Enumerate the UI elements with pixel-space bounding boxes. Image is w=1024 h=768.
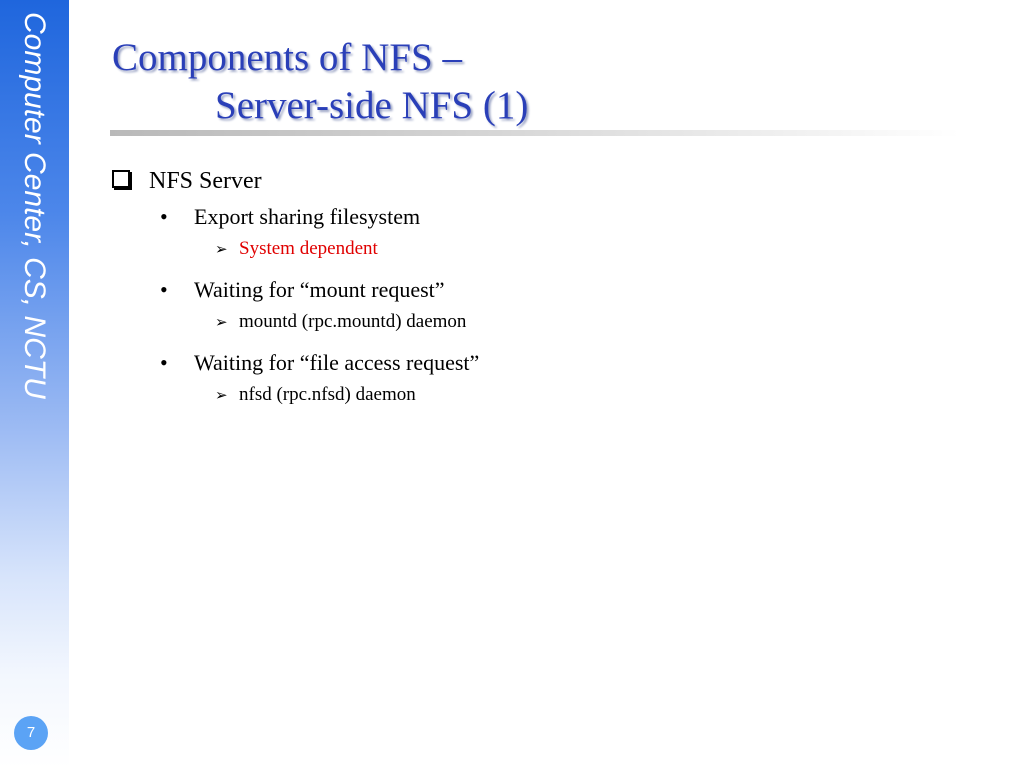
title-divider xyxy=(110,130,960,136)
slide-body xyxy=(112,164,992,419)
arrowhead-bullet-icon: ➢ xyxy=(215,388,228,404)
list-heading xyxy=(112,164,992,200)
list-item xyxy=(112,273,992,309)
list-item xyxy=(112,200,992,236)
page-title-line2: Server-side NFS (1) xyxy=(215,84,529,127)
hollow-square-bullet-icon xyxy=(112,170,130,188)
sub-list-item-text: nfsd (rpc.nfsd) daemon xyxy=(239,384,416,405)
bullet-dot-icon: • xyxy=(160,350,168,375)
sub-list-item xyxy=(112,382,992,419)
list-item-text: Waiting for “file access request” xyxy=(194,350,480,375)
list-heading-text: NFS Server xyxy=(149,168,262,194)
sidebar-bar xyxy=(0,0,69,768)
sub-list-item-text: mountd (rpc.mountd) daemon xyxy=(239,311,467,332)
bullet-dot-icon: • xyxy=(160,204,168,229)
list-item-text: Export sharing filesystem xyxy=(194,204,421,229)
bullet-dot-icon: • xyxy=(160,277,168,302)
sub-list-item xyxy=(112,309,992,346)
page-number-badge: 7 xyxy=(14,716,48,750)
arrowhead-bullet-icon: ➢ xyxy=(215,315,228,331)
arrowhead-bullet-icon: ➢ xyxy=(215,242,228,258)
sub-list-item-text: System dependent xyxy=(239,238,378,259)
page-title xyxy=(112,34,528,130)
list-item xyxy=(112,346,992,382)
sub-list-item xyxy=(112,236,992,273)
list-item-text: Waiting for “mount request” xyxy=(194,277,445,302)
sidebar-label: Computer Center, CS, NCTU xyxy=(18,12,51,399)
page-title-line1: Components of NFS – xyxy=(112,36,462,79)
